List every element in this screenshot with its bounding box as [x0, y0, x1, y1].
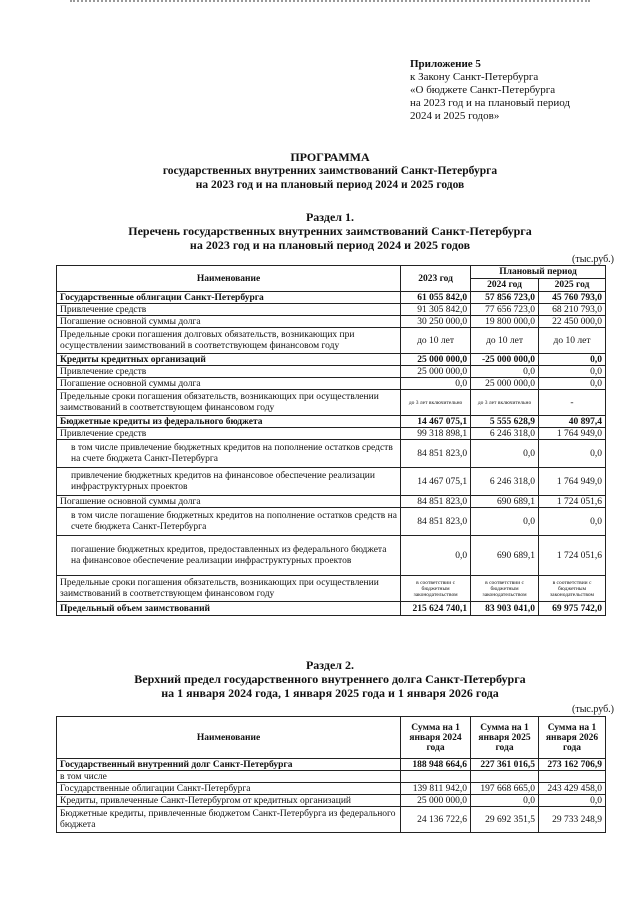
borrowings-table	[56, 265, 606, 616]
row-value: до 10 лет	[401, 328, 471, 354]
row-value: 25 000 000,0	[471, 378, 539, 390]
row-value: до 3 лет включительно	[401, 390, 471, 416]
row-value: 1 764 949,0	[539, 428, 606, 440]
row-value: 197 668 665,0	[471, 783, 539, 795]
section1-heading: Раздел 1.	[305, 210, 355, 224]
row-name: Погашение основной суммы долга	[57, 378, 401, 390]
row-value: 0,0	[471, 440, 539, 468]
row-name: Привлечение средств	[57, 366, 401, 378]
row-name: Погашение основной суммы долга	[57, 316, 401, 328]
col-header-2026: Сумма на 1 января 2026 года	[539, 717, 606, 759]
row-value: 0,0	[401, 378, 471, 390]
row-value: 14 467 075,1	[401, 468, 471, 496]
row-value: 690 689,1	[471, 496, 539, 508]
row-value: 19 800 000,0	[471, 316, 539, 328]
row-value: 0,0	[539, 795, 606, 807]
program-title: ПРОГРАММА	[290, 150, 370, 164]
table-row	[57, 807, 606, 833]
row-name: Государственный внутренний долг Санкт-Петербурга	[57, 759, 401, 771]
row-name: Привлечение средств	[57, 428, 401, 440]
row-name: Предельный объем заимствований	[57, 602, 401, 616]
col-header-2024: 2024 год	[471, 279, 539, 292]
row-value: 14 467 075,1	[401, 416, 471, 428]
row-name: Государственные облигации Санкт-Петербурга	[57, 783, 401, 795]
row-value: 69 975 742,0	[539, 602, 606, 616]
row-value: 91 305 842,0	[401, 304, 471, 316]
col-header-2025: Сумма на 1 января 2025 года	[471, 717, 539, 759]
row-value: 40 897,4	[539, 416, 606, 428]
row-value: 30 250 000,0	[401, 316, 471, 328]
table-row	[57, 759, 606, 771]
row-value: 99 318 898,1	[401, 428, 471, 440]
table-row	[57, 328, 606, 354]
row-value: 1 764 949,0	[539, 468, 606, 496]
row-value: 25 000 000,0	[401, 795, 471, 807]
row-name: Бюджетные кредиты, привлеченные бюджетом Санкт-Петербурга из федерального бюджета	[57, 807, 401, 833]
row-name: Предельные сроки погашения долговых обязательств, возникающих при осуществлении заимствований в соответствующем финансовом году	[57, 328, 401, 354]
row-value	[401, 771, 471, 783]
row-value: 6 246 318,0	[471, 428, 539, 440]
row-value: 0,0	[471, 508, 539, 536]
row-name: привлечение бюджетных кредитов на финансовое обеспечение реализации инфраструктурных проектов	[57, 468, 401, 496]
row-value: в соответствии с бюджетным законодательством	[471, 576, 539, 602]
row-value: 0,0	[471, 366, 539, 378]
program-title-block	[60, 150, 600, 192]
section2-header	[60, 658, 600, 700]
table-row	[57, 390, 606, 416]
row-value: -	[539, 390, 606, 416]
row-value: 0,0	[539, 366, 606, 378]
row-value: в соответствии с бюджетным законодательством	[539, 576, 606, 602]
row-value: 273 162 706,9	[539, 759, 606, 771]
row-name: Бюджетные кредиты из федерального бюджета	[57, 416, 401, 428]
row-value: 25 000 000,0	[401, 354, 471, 366]
row-value: 5 555 628,9	[471, 416, 539, 428]
row-name: Кредиты кредитных организаций	[57, 354, 401, 366]
row-value: 243 429 458,0	[539, 783, 606, 795]
row-value: 84 851 823,0	[401, 440, 471, 468]
row-value: 0,0	[471, 795, 539, 807]
row-name: в том числе погашение бюджетных кредитов на пополнение остатков средств на счете бюджета Санкт-Петербурга	[57, 508, 401, 536]
row-value: 0,0	[401, 536, 471, 576]
row-value: 227 361 016,5	[471, 759, 539, 771]
table-row	[57, 508, 606, 536]
appendix-line: Приложение 5	[410, 58, 481, 70]
table-row	[57, 304, 606, 316]
section1-title: на 2023 год и на плановый период 2024 и 2025 годов	[189, 238, 471, 252]
row-name: в том числе	[57, 771, 401, 783]
row-value: 188 948 664,6	[401, 759, 471, 771]
row-value: 6 246 318,0	[471, 468, 539, 496]
table-row	[57, 292, 606, 304]
table-row	[57, 576, 606, 602]
row-value: до 10 лет	[539, 328, 606, 354]
row-value: 690 689,1	[471, 536, 539, 576]
appendix-note	[410, 58, 570, 123]
row-value	[471, 771, 539, 783]
col-header-2023: 2023 год	[401, 266, 471, 292]
appendix-line: к Закону Санкт-Петербурга	[410, 71, 539, 83]
table-row	[57, 354, 606, 366]
row-value: 0,0	[539, 508, 606, 536]
debt-limit-table	[56, 716, 606, 833]
row-value: 25 000 000,0	[401, 366, 471, 378]
table-row	[57, 428, 606, 440]
row-value: 0,0	[539, 440, 606, 468]
row-name: Предельные сроки погашения обязательств, возникающих при осуществлении заимствований в соответствующем финансовом году	[57, 390, 401, 416]
row-value	[539, 771, 606, 783]
table-row	[57, 416, 606, 428]
units-label: (тыс.руб.)	[572, 704, 615, 715]
appendix-line: 2024 и 2025 годов»	[410, 110, 500, 122]
table-row	[57, 440, 606, 468]
section2-title: на 1 января 2024 года, 1 января 2025 года и 1 января 2026 года	[161, 686, 499, 700]
row-value: в соответствии с бюджетным законодательством	[401, 576, 471, 602]
row-value: до 10 лет	[471, 328, 539, 354]
row-value: 0,0	[539, 354, 606, 366]
row-value: 84 851 823,0	[401, 496, 471, 508]
section2-heading: Раздел 2.	[305, 658, 355, 672]
table-row	[57, 378, 606, 390]
row-value: 29 692 351,5	[471, 807, 539, 833]
units-label: (тыс.руб.)	[572, 254, 615, 265]
program-subtitle: на 2023 год и на плановый период 2024 и 2025 годов	[195, 179, 465, 191]
row-value: 77 656 723,0	[471, 304, 539, 316]
section1-title: Перечень государственных внутренних заимствований Санкт-Петербурга	[128, 224, 532, 238]
program-subtitle: государственных внутренних заимствований Санкт-Петербурга	[162, 165, 498, 177]
col-header-name: Наименование	[57, 266, 401, 292]
row-value: 83 903 041,0	[471, 602, 539, 616]
table-row	[57, 366, 606, 378]
table-row	[57, 468, 606, 496]
row-value: 57 856 723,0	[471, 292, 539, 304]
row-value: -25 000 000,0	[471, 354, 539, 366]
row-value: 29 733 248,9	[539, 807, 606, 833]
appendix-line: на 2023 год и на плановый период	[410, 97, 570, 109]
row-value: 1 724 051,6	[539, 536, 606, 576]
row-value: 1 724 051,6	[539, 496, 606, 508]
row-value: 84 851 823,0	[401, 508, 471, 536]
section1-header	[60, 210, 600, 252]
row-name: Привлечение средств	[57, 304, 401, 316]
row-name: Предельные сроки погашения обязательств, возникающих при осуществлении заимствований в соответствующем финансовом году	[57, 576, 401, 602]
col-header-2025: 2025 год	[539, 279, 606, 292]
row-name: погашение бюджетных кредитов, предоставленных из федерального бюджета на финансовое обеспечение реализации инфраструктурных проектов	[57, 536, 401, 576]
section2-title: Верхний предел государственного внутреннего долга Санкт-Петербурга	[134, 672, 526, 686]
row-value: до 3 лет включительно	[471, 390, 539, 416]
row-value: 0,0	[539, 378, 606, 390]
row-value: 61 055 842,0	[401, 292, 471, 304]
table-row	[57, 795, 606, 807]
scan-edge-mark	[70, 0, 590, 8]
table-row	[57, 536, 606, 576]
row-value: 45 760 793,0	[539, 292, 606, 304]
table-row	[57, 771, 606, 783]
table-row	[57, 316, 606, 328]
row-value: 24 136 722,6	[401, 807, 471, 833]
row-name: Погашение основной суммы долга	[57, 496, 401, 508]
table-row	[57, 496, 606, 508]
row-value: 215 624 740,1	[401, 602, 471, 616]
table-row-total	[57, 602, 606, 616]
col-header-name: Наименование	[57, 717, 401, 759]
table-row	[57, 783, 606, 795]
row-name: Государственные облигации Санкт-Петербурга	[57, 292, 401, 304]
col-header-plan: Плановый период	[471, 266, 606, 279]
appendix-line: «О бюджете Санкт-Петербурга	[410, 84, 556, 96]
row-name: Кредиты, привлеченные Санкт-Петербургом от кредитных организаций	[57, 795, 401, 807]
row-value: 139 811 942,0	[401, 783, 471, 795]
row-value: 68 210 793,0	[539, 304, 606, 316]
col-header-2024: Сумма на 1 января 2024 года	[401, 717, 471, 759]
row-name: в том числе привлечение бюджетных кредитов на пополнение остатков средств на счете бюджета Санкт-Петербурга	[57, 440, 401, 468]
row-value: 22 450 000,0	[539, 316, 606, 328]
